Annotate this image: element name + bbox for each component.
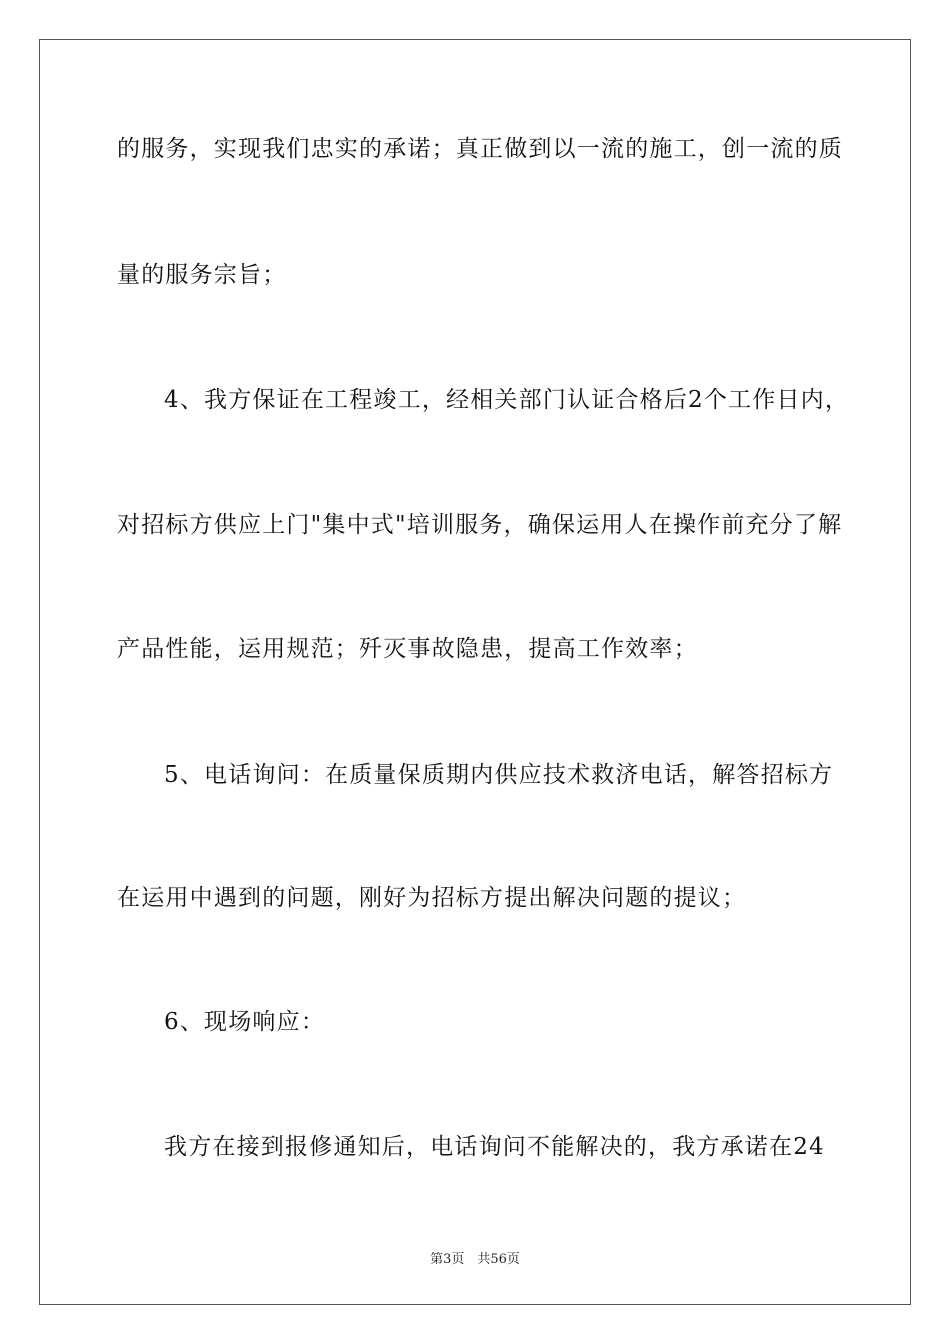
text-line-4: 对招标方供应上门"集中式"培训服务，确保运用人在操作前充分了解 — [117, 512, 843, 538]
text-line-2: 量的服务宗旨； — [117, 262, 287, 288]
text-line-8: 6、现场响应： — [164, 1009, 326, 1035]
text-line-9: 我方在接到报修通知后，电话询问不能解决的，我方承诺在24 — [164, 1134, 825, 1160]
text-line-3: 4、我方保证在工程竣工，经相关部门认证合格后2个工作日内， — [164, 387, 850, 413]
page-footer: 第3页 共56页 — [430, 1252, 520, 1267]
text-line-6: 5、电话询问：在质量保质期内供应技术救济电话，解答招标方 — [164, 762, 834, 788]
text-line-7: 在运用中遇到的问题，刚好为招标方提出解决问题的提议； — [117, 885, 747, 911]
text-line-5: 产品性能，运用规范；歼灭事故隐患，提高工作效率； — [117, 636, 698, 662]
page-border — [39, 39, 911, 1305]
text-line-1: 的服务，实现我们忠实的承诺；真正做到以一流的施工，创一流的质 — [117, 136, 843, 162]
